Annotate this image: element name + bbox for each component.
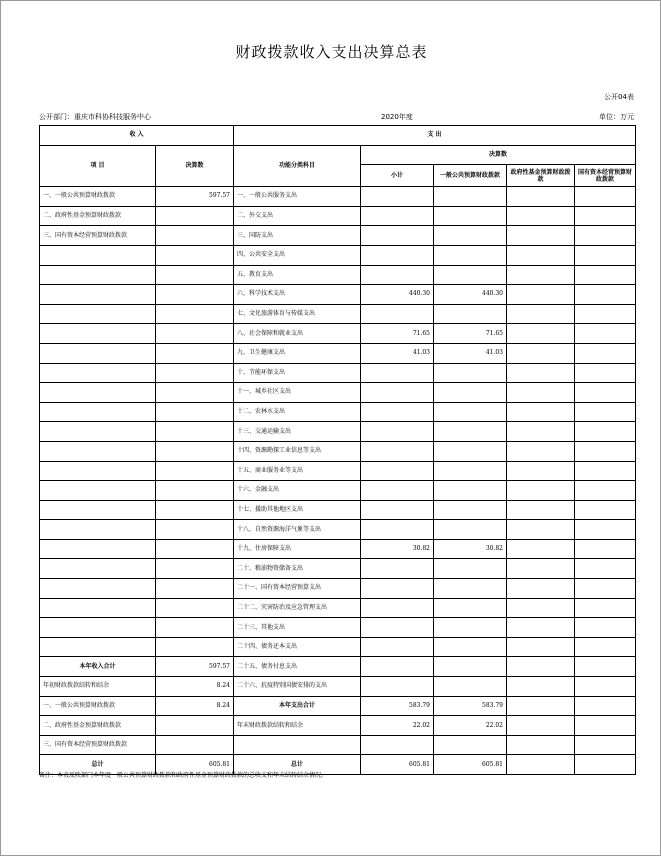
table-row (40, 735, 636, 755)
general-budget-cell: 440.30 (434, 285, 507, 305)
general-budget-cell (434, 500, 507, 520)
general-budget-cell (434, 187, 507, 207)
income-item-cell (40, 245, 156, 265)
gov-fund-header: 政府性基金预算财政拨款 (507, 165, 575, 187)
table-row (40, 481, 636, 501)
income-item-cell: 三、国有资本经营预算财政拨款 (40, 226, 156, 246)
item-header: 项 目 (40, 145, 156, 187)
expense-item-cell: 五、教育支出 (234, 265, 361, 285)
table-row (40, 226, 636, 246)
expense-item-cell: 二十二、灾害防治及应急管理支出 (234, 598, 361, 618)
table-row (40, 265, 636, 285)
table-row (40, 579, 636, 599)
expense-item-cell: 二十、粮油物资储备支出 (234, 559, 361, 579)
income-item-cell: 三、国有资本经营预算财政拨款 (40, 735, 156, 755)
general-budget-cell (434, 422, 507, 442)
expense-item-cell: 三、国防支出 (234, 226, 361, 246)
income-item-cell (40, 520, 156, 540)
subtotal-cell (361, 500, 434, 520)
table-row (40, 520, 636, 540)
income-amount-cell (156, 363, 234, 383)
subtotal-cell (361, 481, 434, 501)
table-row (40, 343, 636, 363)
state-capital-cell (575, 755, 636, 775)
subtotal-cell (361, 265, 434, 285)
subtotal-cell (361, 245, 434, 265)
income-amount-cell (156, 618, 234, 638)
table-row (40, 539, 636, 559)
gov-fund-cell (507, 696, 575, 716)
state-capital-cell (575, 677, 636, 697)
general-budget-cell (434, 461, 507, 481)
general-budget-cell (434, 265, 507, 285)
gov-fund-cell (507, 520, 575, 540)
income-amount-cell (156, 716, 234, 736)
subtotal-cell: 440.30 (361, 285, 434, 305)
subtotal-cell (361, 422, 434, 442)
table-row (40, 324, 636, 344)
expense-item-cell: 四、公共安全支出 (234, 245, 361, 265)
state-capital-cell (575, 402, 636, 422)
gov-fund-cell (507, 187, 575, 207)
gov-fund-cell (507, 657, 575, 677)
gov-fund-cell (507, 618, 575, 638)
subtotal-cell (361, 206, 434, 226)
income-amount-cell (156, 343, 234, 363)
table-row (40, 304, 636, 324)
general-budget-cell (434, 598, 507, 618)
expense-item-cell: 八、社会保障和就业支出 (234, 324, 361, 344)
expense-item-cell: 二十一、国有资本经营预算支出 (234, 579, 361, 599)
gov-fund-cell (507, 324, 575, 344)
subtotal-cell (361, 559, 434, 579)
table-row (40, 245, 636, 265)
state-capital-cell (575, 618, 636, 638)
gov-fund-cell (507, 441, 575, 461)
expense-item-cell: 十八、自然资源海洋气象等支出 (234, 520, 361, 540)
expense-item-cell: 总计 (234, 755, 361, 775)
subtotal-cell (361, 187, 434, 207)
subtotal-cell: 71.65 (361, 324, 434, 344)
expense-item-cell: 六、科学技术支出 (234, 285, 361, 305)
income-amount-cell (156, 285, 234, 305)
subtotal-cell: 583.79 (361, 696, 434, 716)
budget-table (39, 125, 636, 775)
state-capital-cell (575, 206, 636, 226)
expense-item-cell: 十二、农林水支出 (234, 402, 361, 422)
income-amount-cell (156, 383, 234, 403)
state-capital-cell (575, 539, 636, 559)
income-amount-cell (156, 500, 234, 520)
general-budget-cell (434, 618, 507, 638)
income-amount-cell (156, 226, 234, 246)
gov-fund-cell (507, 559, 575, 579)
income-item-cell (40, 324, 156, 344)
table-row (40, 637, 636, 657)
gov-fund-cell (507, 343, 575, 363)
income-item-cell (40, 441, 156, 461)
expense-item-cell: 九、卫生健康支出 (234, 343, 361, 363)
state-capital-cell (575, 441, 636, 461)
income-item-cell (40, 422, 156, 442)
state-capital-cell (575, 559, 636, 579)
table-row (40, 559, 636, 579)
table-row (40, 422, 636, 442)
income-amount-cell (156, 637, 234, 657)
income-amount-cell: 8.24 (156, 696, 234, 716)
income-amount-cell (156, 422, 234, 442)
income-item-cell (40, 539, 156, 559)
final-amount-header-2: 决算数 (361, 145, 636, 165)
department-label: 公开部门：重庆市科协科技服务中心 (39, 113, 151, 121)
general-budget-cell (434, 383, 507, 403)
gov-fund-cell (507, 245, 575, 265)
state-capital-cell (575, 363, 636, 383)
state-capital-cell (575, 461, 636, 481)
income-amount-cell (156, 461, 234, 481)
income-amount-cell: 8.24 (156, 677, 234, 697)
table-row (40, 461, 636, 481)
income-item-cell: 本年收入合计 (40, 657, 156, 677)
state-capital-cell (575, 304, 636, 324)
state-capital-cell (575, 187, 636, 207)
general-budget-cell: 41.03 (434, 343, 507, 363)
income-amount-cell (156, 206, 234, 226)
subtotal-cell: 22.02 (361, 716, 434, 736)
income-item-cell (40, 481, 156, 501)
income-amount-cell (156, 324, 234, 344)
state-capital-cell (575, 285, 636, 305)
income-item-cell (40, 637, 156, 657)
table-row (40, 657, 636, 677)
income-amount-cell (156, 441, 234, 461)
income-item-cell (40, 559, 156, 579)
state-capital-cell (575, 226, 636, 246)
gov-fund-cell (507, 383, 575, 403)
general-budget-cell (434, 481, 507, 501)
expense-item-cell: 十六、金融支出 (234, 481, 361, 501)
general-budget-cell (434, 402, 507, 422)
subtotal-cell (361, 441, 434, 461)
income-item-cell (40, 383, 156, 403)
gov-fund-cell (507, 579, 575, 599)
expense-item-cell: 十五、商业服务业等支出 (234, 461, 361, 481)
expense-item-cell: 十三、交通运输支出 (234, 422, 361, 442)
state-capital-cell (575, 657, 636, 677)
table-number: 公开04表 (604, 93, 634, 101)
table-row (40, 500, 636, 520)
income-item-cell (40, 461, 156, 481)
income-item-cell (40, 598, 156, 618)
table-row (40, 696, 636, 716)
gov-fund-cell (507, 677, 575, 697)
gov-fund-cell (507, 539, 575, 559)
state-capital-cell (575, 245, 636, 265)
subtotal-cell (361, 677, 434, 697)
table-row (40, 187, 636, 207)
subtotal-cell (361, 735, 434, 755)
general-budget-cell (434, 559, 507, 579)
gov-fund-cell (507, 363, 575, 383)
expense-item-cell: 一、一般公共服务支出 (234, 187, 361, 207)
state-capital-cell (575, 343, 636, 363)
income-item-cell: 一、一般公共预算财政拨款 (40, 696, 156, 716)
expense-item-cell: 十九、住房保障支出 (234, 539, 361, 559)
state-capital-cell (575, 716, 636, 736)
general-budget-cell (434, 206, 507, 226)
general-budget-cell: 22.02 (434, 716, 507, 736)
income-amount-cell: 597.57 (156, 187, 234, 207)
income-amount-cell (156, 245, 234, 265)
expense-item-cell: 十四、资源勘探工业信息等支出 (234, 441, 361, 461)
subtotal-cell (361, 637, 434, 657)
gov-fund-cell (507, 755, 575, 775)
state-capital-cell (575, 637, 636, 657)
subtotal-cell: 605.81 (361, 755, 434, 775)
state-capital-cell (575, 500, 636, 520)
state-capital-cell (575, 520, 636, 540)
subtotal-cell (361, 363, 434, 383)
table-row (40, 363, 636, 383)
expense-item-cell: 二十六、抗疫特别国债安排的支出 (234, 677, 361, 697)
expense-item-cell: 二十三、其他支出 (234, 618, 361, 638)
state-capital-cell (575, 735, 636, 755)
function-item-header: 功能分类科目 (234, 145, 361, 187)
gov-fund-cell (507, 206, 575, 226)
income-amount-cell (156, 539, 234, 559)
general-budget-cell (434, 677, 507, 697)
final-amount-header: 决算数 (156, 145, 234, 187)
subtotal-cell (361, 461, 434, 481)
income-item-cell (40, 285, 156, 305)
gov-fund-cell (507, 265, 575, 285)
income-amount-cell (156, 481, 234, 501)
income-item-cell: 年初财政拨款结转和结余 (40, 677, 156, 697)
page-title: 财政拨款收入支出决算总表 (235, 43, 428, 61)
general-budget-cell: 583.79 (434, 696, 507, 716)
expense-item-cell: 二十五、债务付息支出 (234, 657, 361, 677)
table-row (40, 206, 636, 226)
income-amount-cell (156, 265, 234, 285)
table-row (40, 618, 636, 638)
gov-fund-cell (507, 481, 575, 501)
expense-item-cell: 十七、援助其他地区支出 (234, 500, 361, 520)
table-row (40, 598, 636, 618)
income-amount-cell (156, 598, 234, 618)
income-amount-cell (156, 559, 234, 579)
state-capital-cell (575, 696, 636, 716)
unit-label: 单位：万元 (599, 113, 634, 121)
gov-fund-cell (507, 402, 575, 422)
income-item-cell: 二、政府性基金预算财政拨款 (40, 206, 156, 226)
subtotal-cell (361, 402, 434, 422)
general-budget-cell (434, 304, 507, 324)
table-row (40, 285, 636, 305)
general-budget-cell (434, 579, 507, 599)
subtotal-cell (361, 383, 434, 403)
footnote: 备注：本表反映部门本年度一般公共预算财政拨款和政府性基金预算财政拨款的总收支和年末结转结余情况。 (39, 772, 328, 779)
state-capital-cell (575, 481, 636, 501)
table-row (40, 441, 636, 461)
income-header: 收 入 (40, 126, 234, 146)
income-amount-cell (156, 735, 234, 755)
general-budget-cell (434, 637, 507, 657)
income-item-cell (40, 265, 156, 285)
state-capital-cell (575, 598, 636, 618)
income-item-cell (40, 363, 156, 383)
income-item-cell (40, 579, 156, 599)
gov-fund-cell (507, 285, 575, 305)
subtotal-cell: 30.82 (361, 539, 434, 559)
subtotal-cell (361, 226, 434, 246)
expense-item-cell: 本年支出合计 (234, 696, 361, 716)
general-budget-cell: 605.81 (434, 755, 507, 775)
gov-fund-cell (507, 304, 575, 324)
subtotal-header: 小计 (361, 165, 434, 187)
subtotal-cell: 41.03 (361, 343, 434, 363)
income-item-cell: 一、一般公共预算财政拨款 (40, 187, 156, 207)
income-amount-cell: 597.57 (156, 657, 234, 677)
subtotal-cell (361, 520, 434, 540)
income-item-cell (40, 402, 156, 422)
general-budget-cell (434, 735, 507, 755)
state-capital-cell (575, 383, 636, 403)
expense-item-cell: 十、节能环保支出 (234, 363, 361, 383)
general-budget-cell (434, 657, 507, 677)
gov-fund-cell (507, 735, 575, 755)
gov-fund-cell (507, 461, 575, 481)
income-item-cell (40, 304, 156, 324)
subtotal-cell (361, 579, 434, 599)
table-row (40, 716, 636, 736)
year-label: 2020年度 (381, 113, 413, 121)
state-capital-cell (575, 579, 636, 599)
expense-item-cell: 二、外交支出 (234, 206, 361, 226)
income-amount-cell: 605.81 (156, 755, 234, 775)
table-row (40, 383, 636, 403)
general-budget-cell: 30.82 (434, 539, 507, 559)
general-budget-cell (434, 363, 507, 383)
general-budget-cell (434, 226, 507, 246)
gov-fund-cell (507, 422, 575, 442)
state-capital-header: 国有资本经营预算财政拨款 (575, 165, 636, 187)
general-budget-header: 一般公共预算财政拨款 (434, 165, 507, 187)
gov-fund-cell (507, 500, 575, 520)
table-row (40, 677, 636, 697)
gov-fund-cell (507, 637, 575, 657)
state-capital-cell (575, 422, 636, 442)
income-amount-cell (156, 520, 234, 540)
gov-fund-cell (507, 226, 575, 246)
expense-item-cell: 七、文化旅游体育与传媒支出 (234, 304, 361, 324)
general-budget-cell (434, 245, 507, 265)
gov-fund-cell (507, 598, 575, 618)
table-row (40, 402, 636, 422)
income-item-cell (40, 500, 156, 520)
income-amount-cell (156, 304, 234, 324)
subtotal-cell (361, 618, 434, 638)
general-budget-cell: 71.65 (434, 324, 507, 344)
expense-header: 支 出 (234, 126, 636, 146)
gov-fund-cell (507, 716, 575, 736)
subtotal-cell (361, 657, 434, 677)
income-item-cell: 二、政府性基金预算财政拨款 (40, 716, 156, 736)
expense-item-cell: 十一、城乡社区支出 (234, 383, 361, 403)
general-budget-cell (434, 441, 507, 461)
subtotal-cell (361, 598, 434, 618)
expense-item-cell (234, 735, 361, 755)
income-item-cell (40, 618, 156, 638)
expense-item-cell: 年末财政拨款结转和结余 (234, 716, 361, 736)
income-item-cell (40, 343, 156, 363)
income-amount-cell (156, 402, 234, 422)
general-budget-cell (434, 520, 507, 540)
state-capital-cell (575, 324, 636, 344)
income-amount-cell (156, 579, 234, 599)
expense-item-cell: 二十四、债务还本支出 (234, 637, 361, 657)
income-item-cell: 总计 (40, 755, 156, 775)
state-capital-cell (575, 265, 636, 285)
subtotal-cell (361, 304, 434, 324)
